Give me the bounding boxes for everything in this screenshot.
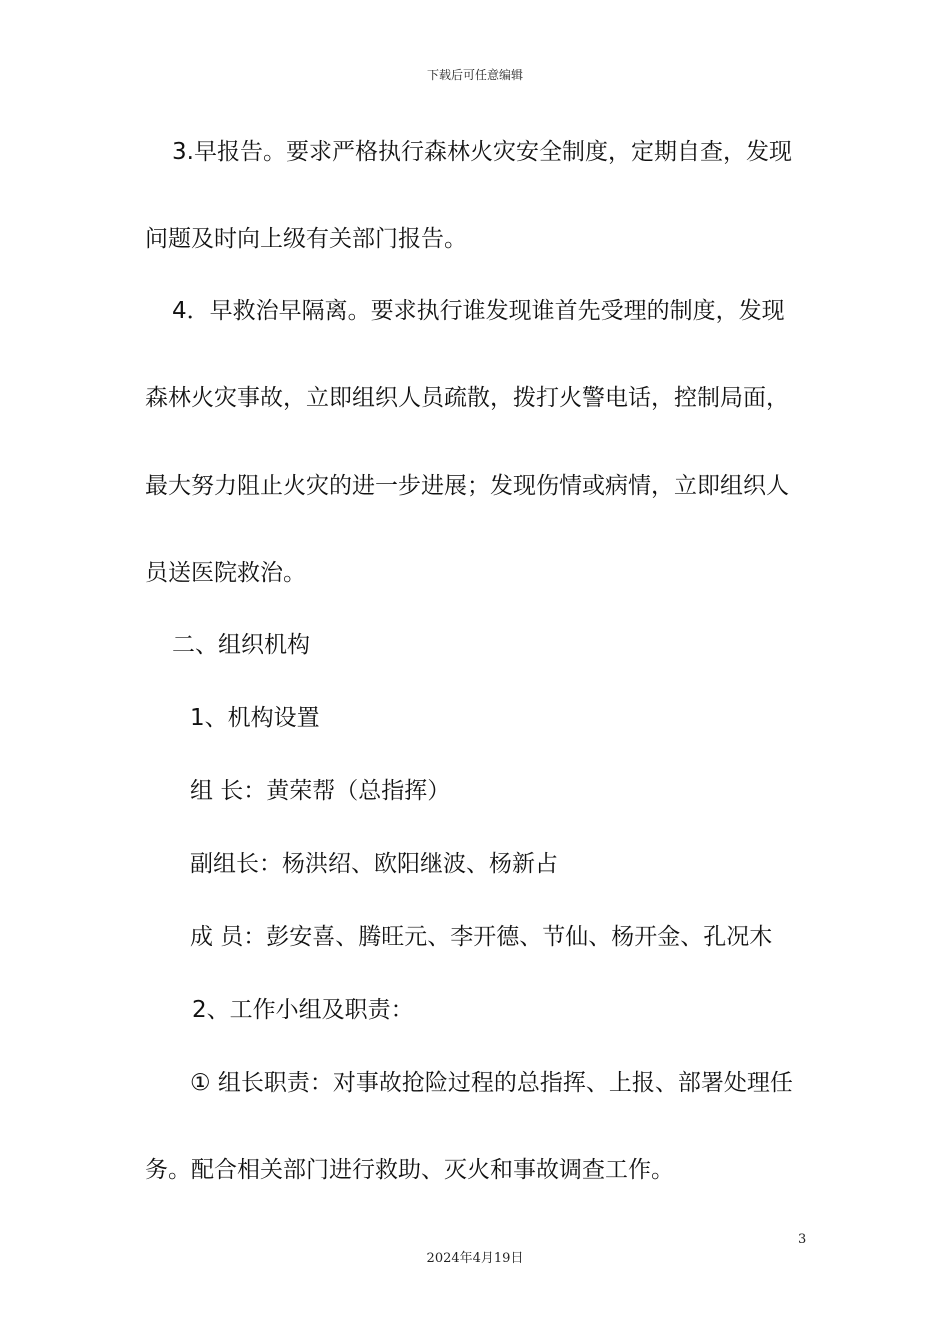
paragraph-line: 问题及时向上级有关部门报告。 bbox=[145, 226, 467, 252]
subsection-heading: 1、机构设置 bbox=[190, 705, 320, 731]
paragraph-line: 4．早救治早隔离。要求执行谁发现谁首先受理的制度，发现 bbox=[172, 298, 785, 324]
paragraph-line: 3.早报告。要求严格执行森林火灾安全制度，定期自查，发现 bbox=[172, 139, 792, 165]
paragraph-line: 副组长：杨洪绍、欧阳继波、杨新占 bbox=[190, 851, 558, 877]
paragraph-line: 务。配合相关部门进行救助、灭火和事故调查工作。 bbox=[145, 1157, 674, 1183]
section-heading: 二、组织机构 bbox=[172, 632, 310, 658]
paragraph-line: ① 组长职责：对事故抢险过程的总指挥、上报、部署处理任 bbox=[190, 1070, 793, 1096]
paragraph-line: 森林火灾事故，立即组织人员疏散，拨打火警电话，控制局面， bbox=[145, 385, 789, 411]
subsection-heading: 2、工作小组及职责： bbox=[192, 997, 414, 1023]
footer-date: 2024年4月19日 bbox=[426, 1251, 524, 1266]
page-number: 3 bbox=[798, 1232, 807, 1247]
paragraph-line: 成 员：彭安喜、腾旺元、李开德、节仙、杨开金、孔况木 bbox=[190, 924, 773, 950]
paragraph-line: 最大努力阻止火灾的进一步进展；发现伤情或病情，立即组织人 bbox=[145, 473, 789, 499]
paragraph-line: 员送医院救治。 bbox=[145, 560, 306, 586]
page-header: 下载后可任意编辑 bbox=[426, 68, 523, 82]
paragraph-line: 组 长：黄荣帮（总指挥） bbox=[190, 778, 451, 804]
